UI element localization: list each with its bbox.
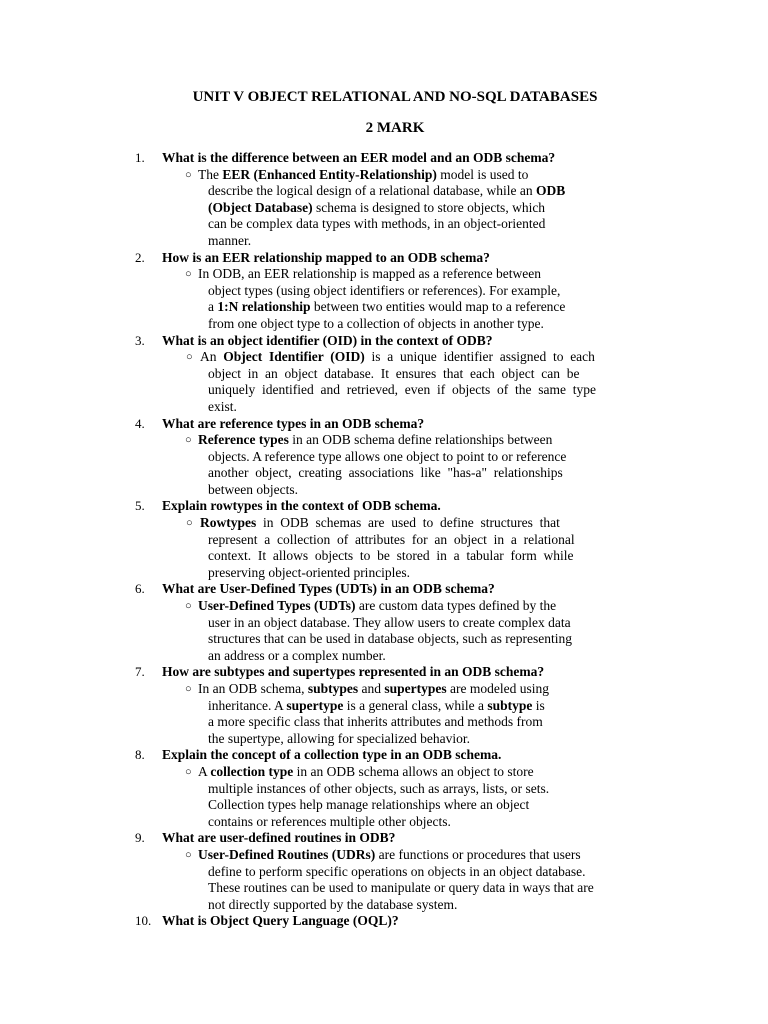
- answer-text: can be complex data types with methods, in an object-oriented: [208, 216, 546, 232]
- answer-line: [208, 781, 768, 798]
- answer-text: define to perform specific operations on objects in an object database.: [208, 863, 586, 879]
- answer-block: [0, 266, 768, 332]
- answer-text: are modeled using: [446, 681, 550, 696]
- answer-line: [208, 233, 768, 250]
- answer-line: [208, 200, 768, 217]
- answer-line: [198, 764, 768, 781]
- answer-text: a more specific class that inherits attributes and methods from: [208, 714, 543, 730]
- answer-term: User-Defined Routines (UDRs): [198, 846, 376, 862]
- question-text: What are User-Defined Types (UDTs) in an ODB schema?: [162, 581, 495, 597]
- question-text: What are reference types in an ODB schema?: [162, 415, 425, 431]
- question-text: Explain rowtypes in the context of ODB schema.: [162, 498, 441, 514]
- answer-text: a: [208, 299, 218, 315]
- answer-text: between two entities would map to a reference: [310, 299, 566, 315]
- answer-text: are functions or procedures that users: [375, 846, 581, 862]
- mark-subtitle: 2 MARK: [365, 120, 425, 136]
- answer-line: [208, 698, 768, 715]
- answer-term: EER (Enhanced Entity-Relationship): [222, 166, 437, 182]
- answer-text: are custom data types defined by the: [355, 598, 557, 614]
- answer-line: [208, 382, 768, 399]
- answer-block: [0, 515, 768, 581]
- answer-text: objects. A reference type allows one object to point to or reference: [208, 448, 567, 464]
- answer-text: context. It allows objects to be stored in a tabular form while: [208, 548, 574, 564]
- question-item: [0, 416, 768, 499]
- answer-line: [208, 714, 768, 731]
- answer-term: Rowtypes: [200, 515, 257, 531]
- answer-line: [208, 631, 768, 648]
- answer-line: [208, 814, 768, 831]
- question-number: 4.: [135, 415, 145, 431]
- question-item: [0, 250, 768, 333]
- answer-term: User-Defined Types (UDTs): [198, 598, 356, 614]
- answer-line: [208, 399, 768, 416]
- answer-line: [208, 797, 768, 814]
- question-text: Explain the concept of a collection type in an ODB schema.: [162, 747, 502, 763]
- question-item: [0, 747, 768, 830]
- answer-text: These routines can be used to manipulate or query data in ways that are: [208, 880, 594, 896]
- answer-line: [208, 183, 768, 200]
- answer-term: supertype: [286, 697, 344, 713]
- answer-text: represent a collection of attributes for an object in a relational: [208, 531, 575, 547]
- answer-block: [0, 681, 768, 747]
- answer-term: collection type: [210, 763, 294, 779]
- answer-line: [198, 847, 768, 864]
- answer-block: [0, 598, 768, 664]
- answer-line: [198, 167, 768, 184]
- answer-block: [0, 764, 768, 830]
- answer-line: [198, 432, 768, 449]
- question-list: [0, 150, 768, 930]
- hollow-bullet-icon: ○: [185, 168, 192, 181]
- question-text: What is Object Query Language (OQL)?: [162, 913, 399, 929]
- answer-text: structures that can be used in database objects, such as representing: [208, 631, 572, 647]
- answer-block: [0, 349, 768, 415]
- hollow-bullet-icon: ○: [185, 434, 192, 447]
- answer-text: user in an object database. They allow users to create complex data: [208, 614, 571, 630]
- answer-block: [0, 167, 768, 250]
- question-number: 7.: [135, 664, 145, 680]
- hollow-bullet-icon: ○: [186, 351, 193, 364]
- answer-text: is: [532, 697, 545, 713]
- answer-term: Object Identifier (OID): [223, 349, 365, 365]
- answer-text: in an ODB schema define relationships between: [288, 432, 553, 448]
- answer-text: describe the logical design of a relational database, while an: [208, 183, 536, 199]
- question-item: [0, 664, 768, 747]
- question-number: 8.: [135, 747, 145, 763]
- answer-line: [200, 515, 768, 532]
- answer-text: uniquely identified and retrieved, even if objects of the same type: [208, 382, 596, 398]
- answer-line: [208, 316, 768, 333]
- answer-text: the supertype, allowing for specialized behavior.: [208, 730, 471, 746]
- answer-line: [208, 897, 768, 914]
- hollow-bullet-icon: ○: [185, 268, 192, 281]
- answer-term: subtypes: [307, 681, 359, 696]
- answer-line: [200, 349, 768, 366]
- question-number: 2.: [135, 249, 145, 265]
- unit-title: UNIT V OBJECT RELATIONAL AND NO-SQL DATABASES: [192, 89, 598, 105]
- answer-text: An: [200, 349, 224, 365]
- answer-line: [198, 681, 768, 698]
- answer-text: schema is designed to store objects, which: [312, 199, 546, 215]
- question-number: 1.: [135, 150, 145, 165]
- answer-text: model is used to: [436, 166, 529, 182]
- question-item: [0, 581, 768, 664]
- answer-line: [208, 880, 768, 897]
- answer-text: not directly supported by the database system.: [208, 896, 458, 912]
- answer-block: [0, 847, 768, 913]
- question-text: What is the difference between an EER model and an ODB schema?: [162, 150, 556, 165]
- hollow-bullet-icon: ○: [185, 848, 192, 861]
- answer-line: [208, 565, 768, 582]
- question-text: How is an EER relationship mapped to an ODB schema?: [162, 249, 490, 265]
- answer-line: [208, 216, 768, 233]
- answer-term: 1:N relationship: [217, 299, 311, 315]
- question-text: How are subtypes and supertypes represented in an ODB schema?: [162, 664, 545, 680]
- answer-text: contains or references multiple other objects.: [208, 813, 451, 829]
- answer-text: in ODB schemas are used to define structures that: [256, 515, 560, 531]
- answer-text: an address or a complex number.: [208, 647, 386, 663]
- answer-line: [208, 548, 768, 565]
- answer-text: inheritance. A: [208, 697, 287, 713]
- answer-text: In ODB, an EER relationship is mapped as a reference between: [198, 266, 541, 282]
- answer-line: [208, 864, 768, 881]
- answer-text: and: [358, 681, 385, 696]
- answer-text: A: [198, 763, 211, 779]
- answer-term: ODB: [536, 183, 566, 199]
- answer-line: [198, 266, 768, 283]
- hollow-bullet-icon: ○: [185, 683, 192, 695]
- answer-text: in an ODB schema allows an object to store: [293, 763, 534, 779]
- answer-term: Reference types: [198, 432, 289, 448]
- question-item: [0, 150, 768, 250]
- question-number: 6.: [135, 581, 145, 597]
- answer-text: Collection types help manage relationships where an object: [208, 797, 530, 813]
- answer-line: [208, 299, 768, 316]
- answer-text: In an ODB schema,: [198, 681, 308, 696]
- hollow-bullet-icon: ○: [185, 765, 192, 778]
- answer-line: [208, 648, 768, 665]
- answer-text: object types (using object identifiers or references). For example,: [208, 282, 561, 298]
- answer-line: [208, 465, 768, 482]
- answer-text: exist.: [208, 398, 237, 414]
- question-number: 9.: [135, 830, 145, 846]
- answer-text: The: [198, 166, 223, 182]
- answer-term: supertypes: [384, 681, 447, 696]
- answer-line: [208, 731, 768, 748]
- hollow-bullet-icon: ○: [185, 600, 192, 613]
- answer-text: preserving object-oriented principles.: [208, 564, 411, 580]
- answer-block: [0, 432, 768, 498]
- answer-line: [208, 615, 768, 632]
- hollow-bullet-icon: ○: [186, 517, 193, 530]
- answer-text: object in an object database. It ensures that each object can be: [208, 365, 580, 381]
- question-number: 10.: [135, 913, 152, 929]
- question-text: What are user-defined routines in ODB?: [162, 830, 396, 846]
- answer-line: [208, 283, 768, 300]
- answer-line: [198, 598, 768, 615]
- answer-term: (Object Database): [208, 199, 313, 215]
- answer-text: from one object type to a collection of objects in another type.: [208, 315, 544, 331]
- answer-term: subtype: [487, 697, 533, 713]
- answer-text: is a general class, while a: [343, 697, 488, 713]
- answer-line: [208, 449, 768, 466]
- answer-text: between objects.: [208, 481, 298, 497]
- answer-line: [208, 532, 768, 549]
- question-item: [0, 333, 768, 416]
- question-number: 3.: [135, 332, 145, 348]
- question-item: [0, 830, 768, 913]
- answer-line: [208, 366, 768, 383]
- answer-line: [208, 482, 768, 499]
- answer-text: multiple instances of other objects, such as arrays, lists, or sets.: [208, 780, 550, 796]
- answer-text: is a unique identifier assigned to each: [364, 349, 595, 365]
- answer-text: another object, creating associations like "has-a" relationships: [208, 465, 563, 481]
- question-item: [0, 498, 768, 581]
- question-text: What is an object identifier (OID) in the context of ODB?: [162, 332, 493, 348]
- answer-text: manner.: [208, 232, 252, 248]
- question-item: [0, 913, 768, 930]
- question-number: 5.: [135, 498, 145, 514]
